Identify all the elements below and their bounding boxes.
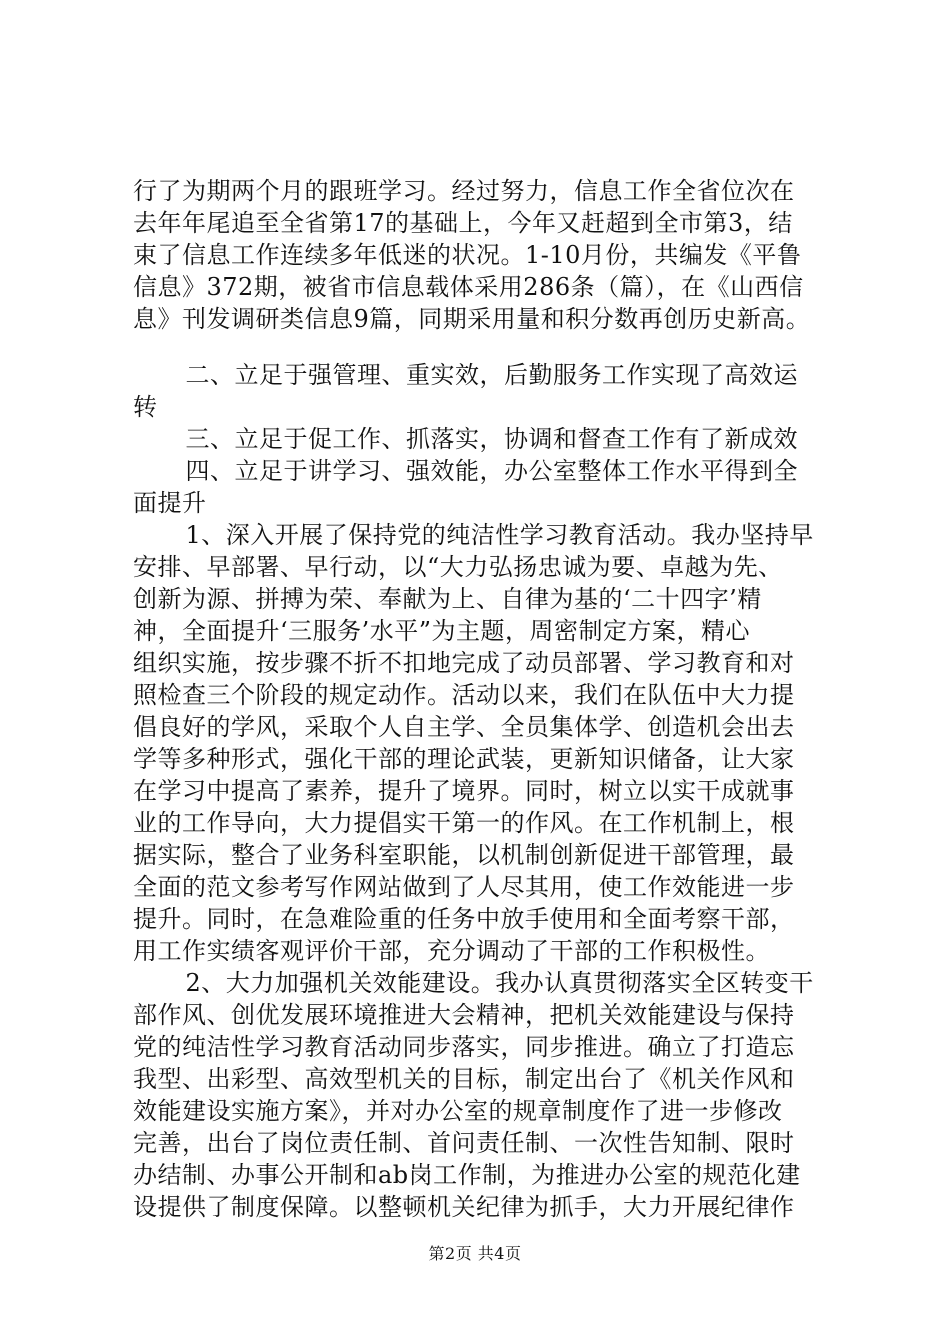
text-line: 息》刊发调研类信息9篇，同期采用量和积分数再创历史新高。 [133, 305, 811, 333]
text-line: 创新为源、拼搏为荣、奉献为上、自律为基的‘二十四字’精 [133, 585, 762, 613]
text-line: 全面的范文参考写作网站做到了人尽其用，使工作效能进一步 [133, 873, 795, 901]
page-number-footer: 第2页 共4页 [428, 1244, 522, 1263]
text-line: 设提供了制度保障。以整顿机关纪律为抓手，大力开展纪律作 [133, 1193, 795, 1221]
text-line: 效能建设实施方案》，并对办公室的规章制度作了进一步修改 [133, 1097, 783, 1125]
text-line: 信息》372期，被省市信息载体采用286条（篇），在《山西信 [133, 273, 804, 301]
text-line: 业的工作导向，大力提倡实干第一的作风。在工作机制上，根 [133, 809, 795, 837]
text-line: 用工作实绩客观评价干部，充分调动了干部的工作积极性。 [133, 937, 770, 965]
text-line: 束了信息工作连续多年低迷的状况。1-10月份，共编发《平鲁 [133, 241, 802, 269]
text-line: 完善，出台了岗位责任制、首问责任制、一次性告知制、限时 [133, 1129, 795, 1157]
text-line: 党的纯洁性学习教育活动同步落实，同步推进。确立了打造忘 [133, 1033, 795, 1061]
text-line: 2、大力加强机关效能建设。我办认真贯彻落实全区转变干 [161, 969, 814, 997]
text-line: 1、深入开展了保持党的纯洁性学习教育活动。我办坚持早 [161, 521, 814, 549]
text-line: 我型、出彩型、高效型机关的目标，制定出台了《机关作风和 [133, 1065, 795, 1093]
section-heading-continued: 转 [133, 393, 158, 421]
section-heading: 三、立足于促工作、抓落实，协调和督查工作有了新成效 [161, 425, 798, 453]
section-heading: 四、立足于讲学习、强效能，办公室整体工作水平得到全 [161, 457, 798, 485]
text-line: 在学习中提高了素养，提升了境界。同时，树立以实干成就事 [133, 777, 795, 805]
text-line: 安排、早部署、早行动，以“大力弘扬忠诚为要、卓越为先、 [133, 553, 783, 581]
text-line: 部作风、创优发展环境推进大会精神，把机关效能建设与保持 [133, 1001, 795, 1029]
text-line: 办结制、办事公开制和ab岗工作制，为推进办公室的规范化建 [133, 1161, 801, 1189]
text-line: 去年年尾追至全省第17的基础上，今年又赶超到全市第3，结 [133, 209, 793, 237]
text-line: 组织实施，按步骤不折不扣地完成了动员部署、学习教育和对 [133, 649, 795, 677]
text-line: 提升。同时，在急难险重的任务中放手使用和全面考察干部， [133, 905, 795, 933]
text-line: 据实际，整合了业务科室职能，以机制创新促进干部管理，最 [133, 841, 795, 869]
text-line: 行了为期两个月的跟班学习。经过努力，信息工作全省位次在 [133, 177, 795, 205]
section-heading-continued: 面提升 [133, 489, 207, 517]
text-line: 神，全面提升‘三服务’水平”为主题，周密制定方案，精心 [133, 617, 751, 645]
section-heading: 二、立足于强管理、重实效，后勤服务工作实现了高效运 [161, 361, 798, 389]
text-line: 照检查三个阶段的规定动作。活动以来，我们在队伍中大力提 [133, 681, 795, 709]
text-line: 倡良好的学风，采取个人自主学、全员集体学、创造机会出去 [133, 713, 795, 741]
text-line: 学等多种形式，强化干部的理论武装，更新知识储备，让大家 [133, 745, 795, 773]
